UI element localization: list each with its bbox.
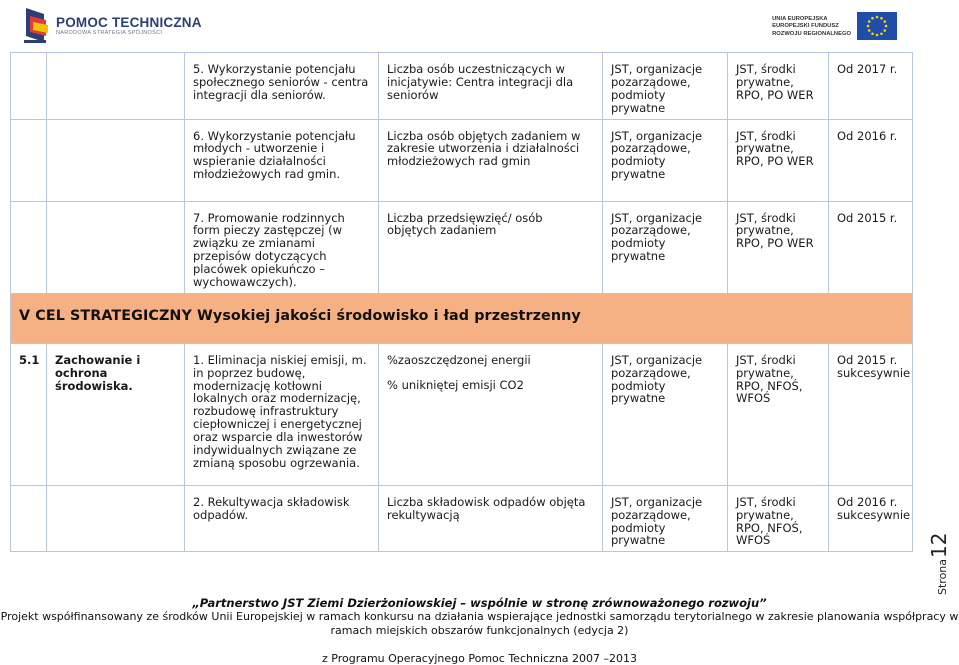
page-number-label [927,525,957,595]
table-row [11,485,913,552]
number-cell [11,119,47,201]
funding-cell: JST, środki prywatne, RPO, NFOŚ, WFOŚ [728,343,829,485]
indicator-cell: Liczba osób uczestniczących w inicjatywie: Centra integracji dla seniorów [379,53,603,120]
indicator-cell: Liczba składowisk odpadów objęta rekultywacją [379,485,603,552]
page-footer [0,596,959,665]
funding-cell: JST, środki prywatne, RPO, NFOŚ, WFOŚ [728,485,829,552]
eu-logo-line3: ROZWOJU REGIONALNEGO [772,30,851,37]
action-cell: 6. Wykorzystanie potencjału młodych - utworzenie i wspieranie działalności młodzieżowych rad gmin. [185,119,379,201]
term-cell: Od 2016 r. sukcesywnie [829,485,913,552]
funding-cell: JST, środki prywatne, RPO, PO WER [728,201,829,293]
pomoc-techniczna-emblem-icon [22,6,50,46]
action-cell: 1. Eliminacja niskiej emisji, m. in poprzez budowę, modernizację kotłowni lokalnych oraz modernizację, rozbudowę infrastruktury ciepłowniczej i energetycznej oraz wsparcie dla inwestorów indywidualnych związane ze zmianą sposobu ogrzewania. [185,343,379,485]
area-cell [47,201,185,293]
number-cell [11,201,47,293]
action-cell: 2. Rekultywacja składowisk odpadów. [185,485,379,552]
eu-logo-line1: UNIA EUROPEJSKA [772,16,828,23]
action-cell: 5. Wykorzystanie potencjału społecznego seniorów - centra integracji dla seniorów. [185,53,379,120]
entities-cell: JST, organizacje pozarządowe, podmioty prywatne [603,201,728,293]
number-cell [11,53,47,120]
term-cell: Od 2017 r. [829,53,913,120]
entities-cell: JST, organizacje pozarządowe, podmioty prywatne [603,343,728,485]
eu-logo-line2: EUROPEJSKI FUNDUSZ [772,23,839,30]
table-row [11,201,913,293]
page-header [0,0,959,52]
action-cell: 7. Promowanie rodzinnych form pieczy zastępczej (w związku ze zmianami przepisów dotyczących placówek opiekuńczo – wychowawczych). [185,201,379,293]
number-cell [11,485,47,552]
term-cell: Od 2015 r. [829,201,913,293]
table-row [11,53,913,120]
entities-cell: JST, organizacje pozarządowe, podmioty prywatne [603,53,728,120]
strategic-goal-heading: V CEL STRATEGICZNY Wysokiej jakości środowisko i ład przestrzenny [11,293,913,343]
indicator-emission: % unikniętej emisji CO2 [387,377,524,392]
term-cell: Od 2016 r. [829,119,913,201]
table-row [11,343,913,485]
page-label: Strona [936,558,949,595]
footer-project-title: „Partnerstwo JST Ziemi Dzierżoniowskiej – wspólnie w stronę zrównoważonego rozwoju” [192,596,767,610]
entities-cell: JST, organizacje pozarządowe, podmioty prywatne [603,119,728,201]
funding-cell: JST, środki prywatne, RPO, PO WER [728,119,829,201]
left-logo-title: POMOC TECHNICZNA [56,14,202,30]
left-logo-subtitle: NARODOWA STRATEGIA SPÓJNOŚCI [56,30,163,37]
indicator-cell: Liczba przedsięwzięć/ osób objętych zadaniem [379,201,603,293]
term-cell: Od 2015 r. sukcesywnie [829,343,913,485]
table-row [11,119,913,201]
indicator-energy: %zaoszczędzonej energii [387,352,531,367]
area-cell [47,53,185,120]
footer-cofinancing-note: Projekt współfinansowany ze środków Unii Europejskiej w ramach konkursu na działania wspierające jednostki samorządu terytorialnego w zakresie planowania współpracy w ramach miejskich obszarów funkcjonalnych (edycja 2) [0,610,959,637]
pomoc-techniczna-logo [22,6,202,46]
strategy-table [10,52,913,552]
area-cell [47,485,185,552]
funding-cell: JST, środki prywatne, RPO, PO WER [728,53,829,120]
page-number: 12 [927,532,951,558]
eu-flag-icon [857,12,897,40]
footer-programme: z Programu Operacyjnego Pomoc Techniczna 2007 –2013 [321,651,638,665]
section-title: Zachowanie i ochrona środowiska. [47,343,185,485]
indicator-cell: Liczba osób objętych zadaniem w zakresie utworzenia i działalności młodzieżowych rad gmin [379,119,603,201]
eu-logo [772,12,897,40]
entities-cell: JST, organizacje pozarządowe, podmioty prywatne [603,485,728,552]
indicator-cell [379,343,603,485]
area-cell [47,119,185,201]
section-number: 5.1 [11,343,47,485]
strategic-goal-row [11,293,913,343]
